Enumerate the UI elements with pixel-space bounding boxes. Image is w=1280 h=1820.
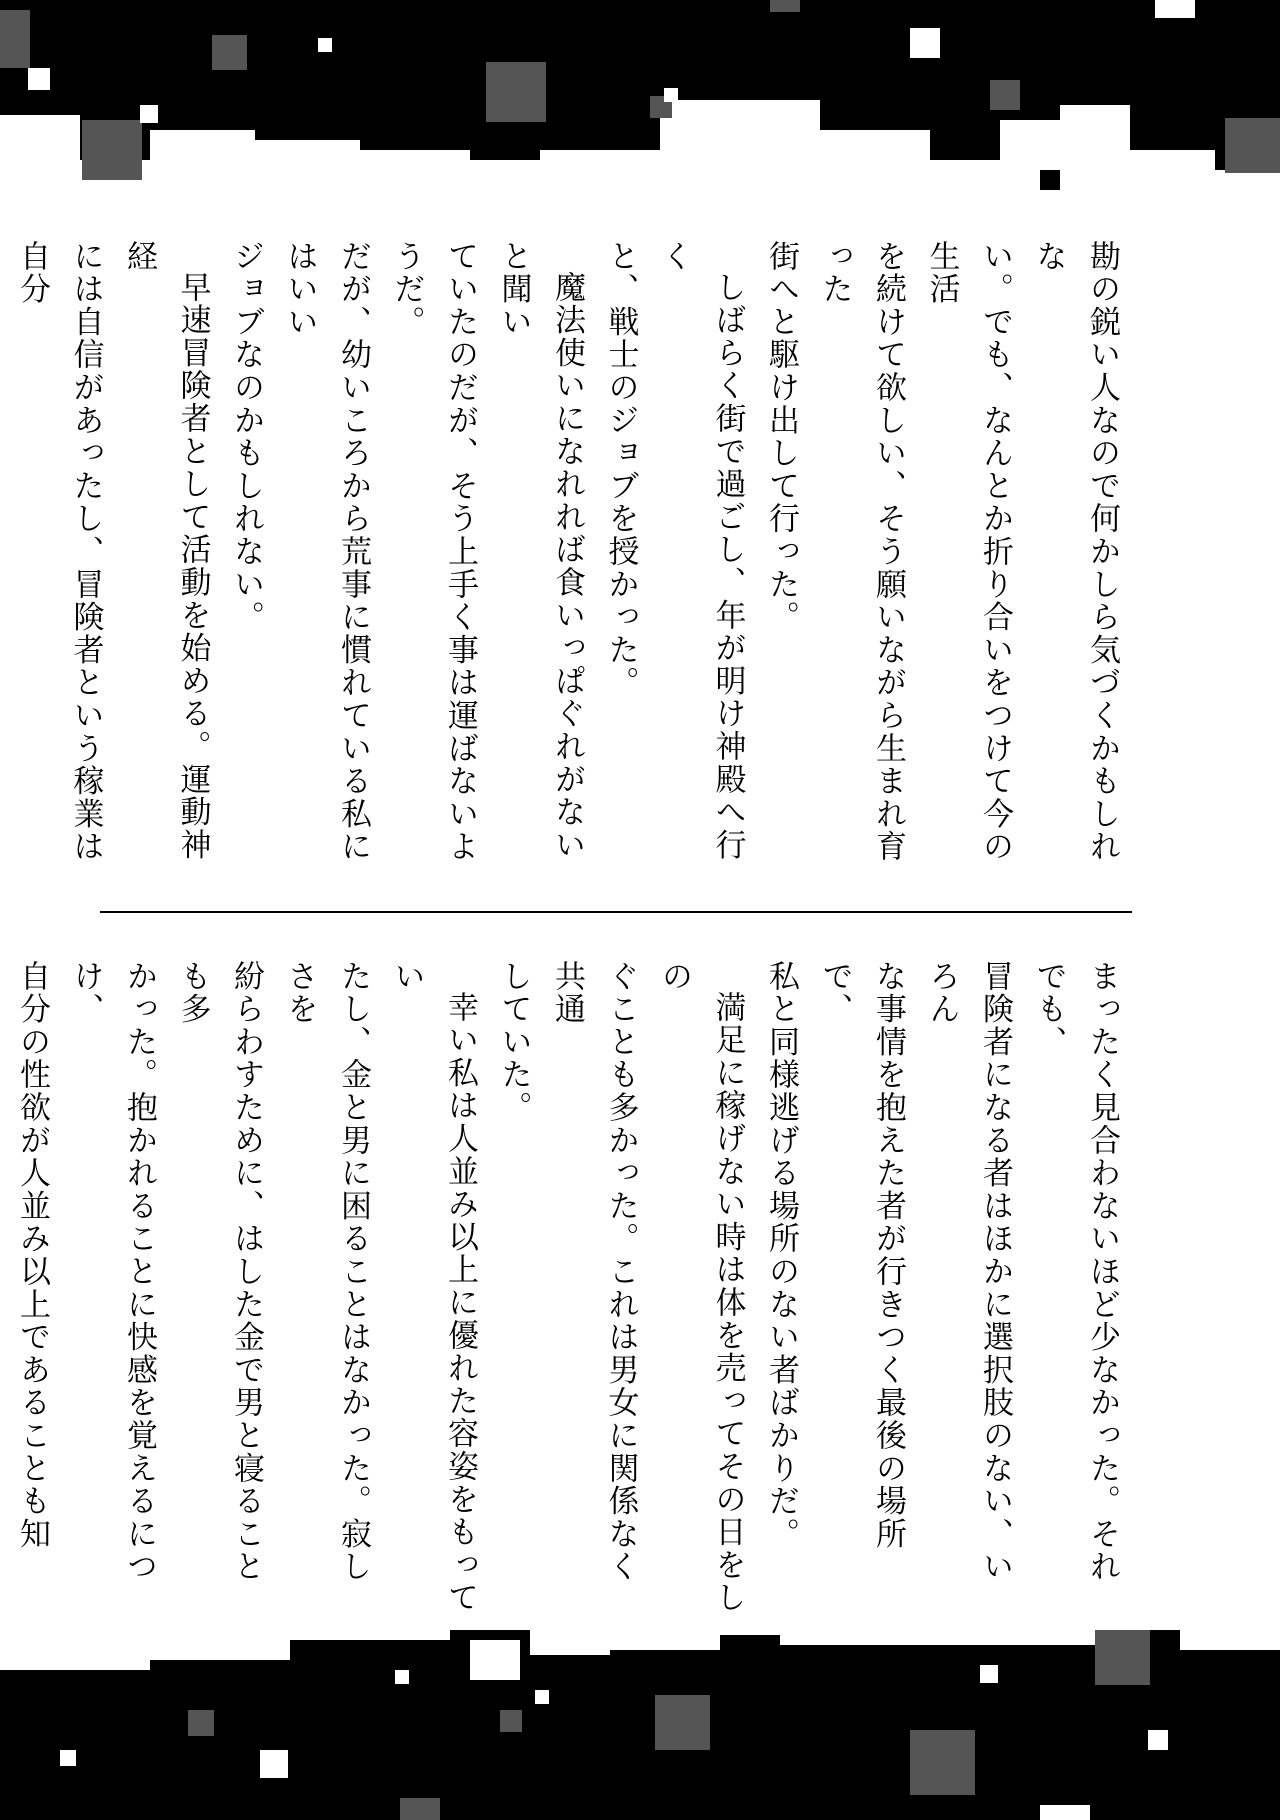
text-line: 幸い私は人並み以上に優れた容姿をもってい — [388, 960, 478, 1615]
text-line: 私と同様逃げる場所のない者ばかりだ。 — [763, 960, 799, 1551]
text-line: 自分の性欲が人並み以上であることも知 — [14, 960, 50, 1551]
text-line: かった。抱かれることに快感を覚えるにつけ、 — [67, 960, 157, 1584]
text-line: 街へと駆け出して行った。 — [763, 240, 799, 634]
text-line: には自信があったし、冒険者という稼業は自分 — [14, 240, 104, 864]
text-block-lower — [0, 960, 1128, 1615]
text-line: 紛らわすために、はした金で男と寝ることも多 — [174, 960, 264, 1584]
section-divider — [100, 911, 1132, 913]
text-line: ぐことも多かった。これは男女に関係なく共通 — [549, 960, 639, 1584]
text-line: まったく見合わないほど少なかった。それでも、 — [1030, 960, 1120, 1584]
text-line — [0, 240, 5, 880]
pixel-pattern-bottom — [0, 1630, 1280, 1820]
text-line: い。でも、なんとか折り合いをつけて今の生活 — [923, 240, 1013, 864]
text-line: を続けて欲しい、そう願いながら生まれ育った — [816, 240, 906, 864]
text-line: していた。 — [495, 960, 532, 1124]
text-line: 早速冒険者として活動を始める。運動神経 — [121, 240, 211, 862]
pixel-pattern-top — [0, 0, 1280, 190]
top-pixel-border — [0, 0, 1280, 190]
text-line: だが、幼いころから荒事に慣れている私にはいい — [281, 240, 371, 864]
text-line: ていたのだが、そう上手く事は運ばないようだ。 — [388, 240, 478, 864]
text-line: たし、金と男に困ることはなかった。寂しさを — [281, 960, 371, 1584]
text-line: 魔法使いになれれば食いっぱぐれがないと聞い — [495, 240, 585, 862]
bottom-pixel-border — [0, 1630, 1280, 1820]
text-line: 冒険者になる者はほかに選択肢のない、いろん — [923, 960, 1013, 1584]
text-line: ジョブなのかもしれない。 — [228, 240, 264, 634]
text-line: しばらく街で過ごし、年が明け神殿へ行く — [656, 240, 746, 862]
text-line: な事情を抱えた者が行きつく最後の場所で、 — [816, 960, 906, 1551]
text-line: と、戦士のジョブを授かった。 — [602, 240, 639, 700]
text-line: 満足に稼げない時は体を売ってその日をしの — [656, 960, 746, 1615]
text-line: 勘の鋭い人なので何かしら気づくかもしれな — [1030, 240, 1120, 864]
text-block-upper — [0, 240, 1128, 880]
